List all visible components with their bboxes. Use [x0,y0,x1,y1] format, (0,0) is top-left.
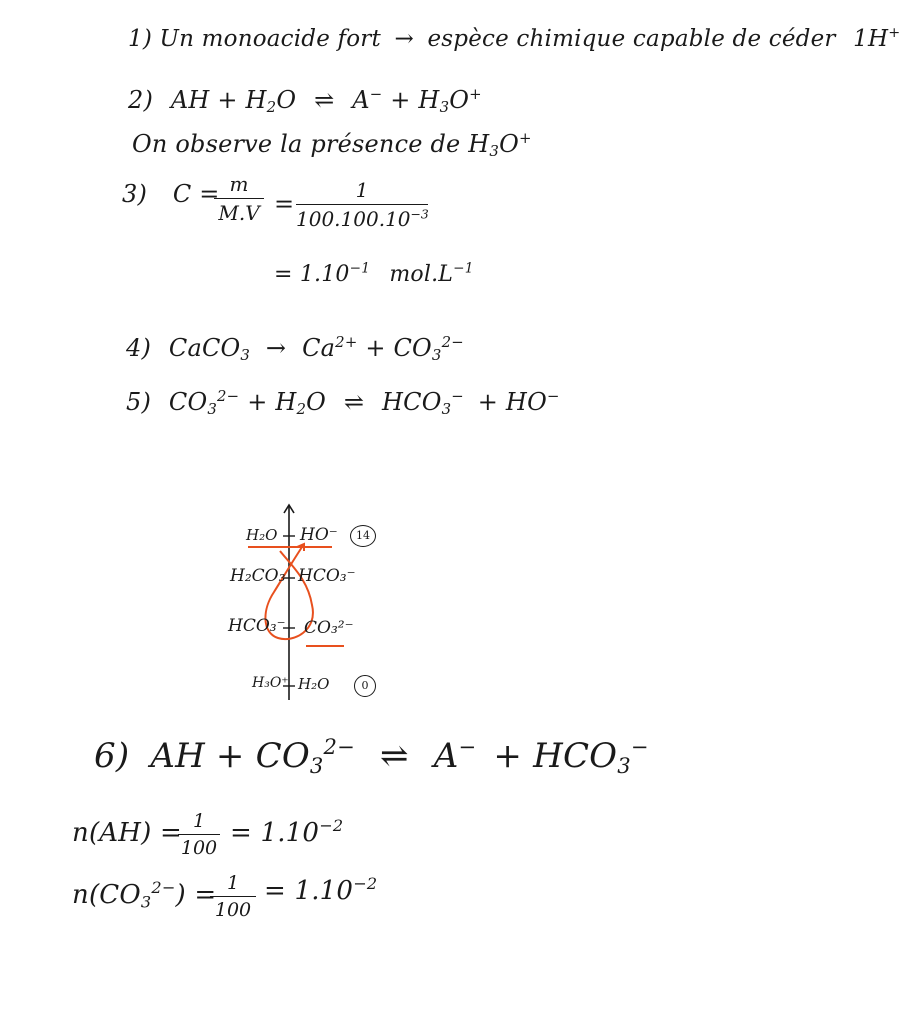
q4-co3-charge: 2− [441,332,464,351]
q5-co: CO [168,388,208,416]
q3-eq-sign: = [274,190,295,218]
n-ah-lhs: n(AH) = [72,818,182,848]
diag-mid1-right: HCO₃⁻ [298,566,356,586]
q2-obs-charge: + [518,128,532,147]
fraction-bar [178,834,220,835]
n-ah-fraction [178,810,220,859]
equilibrium-arrow-icon: ⇌ [343,388,365,416]
q2-h3o-charge: + [469,84,482,103]
q3-fraction-mass [214,172,264,225]
fraction-bar [210,896,256,897]
q1-label: 1) [128,26,153,52]
q1-charge: + [888,25,901,42]
q5-hco-charge: − [451,386,464,405]
q3-f2-den: 100.100.10 [296,207,411,231]
q4-equation [126,332,464,365]
q2-h3o-sub: 3 [439,98,450,117]
q2-lhs: AH + H [170,86,267,114]
fraction-bar [296,204,428,205]
q3-f1-num: m [229,172,249,196]
pka-diagram [220,500,400,705]
n-ah-num: 1 [192,810,206,832]
q3-fraction-values [296,178,428,231]
q6-equation [94,733,649,778]
q6-plus-hco: + HCO [493,736,618,776]
pka-0-badge: 0 [354,675,376,697]
q6-a-charge: − [458,733,477,759]
q5-equation [126,386,560,419]
equilibrium-arrow-icon: ⇌ [380,736,409,776]
diag-bottom-left: H₃O⁺ [252,675,289,691]
diag-mid2-left: HCO₃⁻ [228,616,286,636]
q5-charge: 2− [217,386,240,405]
q3-f2-exp: −3 [410,206,429,222]
q5-ho-charge: − [546,386,560,405]
q1-definition: espèce chimique capable de céder [427,26,836,52]
q2-a-charge: − [369,84,383,103]
n-co3-close: ) = [175,880,217,910]
q5-hco: HCO [382,388,442,416]
q4-ca: Ca [302,334,336,362]
q6-co3-sub: 3 [309,752,324,778]
fraction-bar [214,198,264,199]
n-ah-result [230,818,343,848]
q3-result-value: = 1.10 [274,262,350,287]
n-co3-exp: −2 [353,874,378,894]
diag-top-right: HO⁻ [300,525,338,545]
q6-label: 6) [94,736,130,776]
q5-h2o-sub: 2 [296,400,307,419]
q3-label-line [122,180,220,208]
q1-particle: 1H [853,26,889,52]
n-ah-den: 100 [180,837,218,859]
q2-obs-text: On observe la présence de H [132,130,490,158]
q6-lhs: AH + CO [150,736,310,776]
diag-top-left: H₂O [246,526,278,544]
equilibrium-arrow-icon: ⇌ [314,86,335,114]
q5-ho: + HO [477,388,547,416]
q2-obs-sub: 3 [489,142,500,161]
q2-a: A [352,86,370,114]
diag-mid2-right: CO₃²⁻ [304,618,354,638]
n-co3-sub: 3 [140,892,152,912]
n-co3-charge: 2− [151,878,176,898]
q2-h2o-o: O [276,86,297,114]
n-co3-fraction [210,872,256,921]
q1-text: Un monoacide fort [159,26,381,52]
q4-caco: CaCO [168,334,241,362]
diag-bottom-right: H₂O [298,675,330,693]
n-co3-num: 1 [226,872,240,894]
q3-f1-den: M.V [218,201,260,225]
q5-o: O [306,388,327,416]
q2-obs-o: O [499,130,519,158]
n-co3-den: 100 [214,899,252,921]
q3-f2-den-wrap [296,207,428,231]
q3-c: C = [172,180,220,208]
q2-label: 2) [128,86,154,114]
q3-result-exp: −1 [349,260,371,277]
q4-label: 4) [126,334,152,362]
n-co3-lhs [72,880,216,910]
q6-co3-charge: 2− [323,733,356,759]
q2-o: O [449,86,470,114]
q3-result [274,262,474,287]
q4-sub: 3 [240,346,251,365]
q2-plus-h: + H [390,86,440,114]
q1-line [128,26,900,52]
n-co3-open: n(CO [72,880,141,910]
q5-plus-h: + H [247,388,297,416]
q2-equation [128,84,482,117]
arrow-icon: → [394,26,414,52]
q3-label: 3) [122,180,148,208]
q3-f2-num: 1 [355,178,369,202]
pka-14-badge: 14 [350,525,376,547]
arrow-icon: → [265,334,287,362]
q2-h2o-sub: 2 [266,98,277,117]
diag-mid1-left: H₂CO₃ [230,566,286,586]
n-co3-result-value: = 1.10 [264,876,354,906]
q6-a: A [433,736,459,776]
q3-unit-exp: −1 [453,260,474,277]
q4-plus-co: + CO [365,334,432,362]
q5-label: 5) [126,388,152,416]
q3-unit: mol.L [389,262,454,287]
q5-sub: 3 [207,400,218,419]
q6-hco3-sub: 3 [617,752,631,778]
q6-hco3-charge: − [630,733,649,759]
q2-observation [132,128,532,161]
q5-hco-sub: 3 [441,400,452,419]
n-co3-result [264,876,377,906]
q4-ca-charge: 2+ [335,332,358,351]
n-ah-result-value: = 1.10 [230,818,320,848]
n-ah-exp: −2 [319,816,344,836]
q4-co3-sub: 3 [431,346,442,365]
